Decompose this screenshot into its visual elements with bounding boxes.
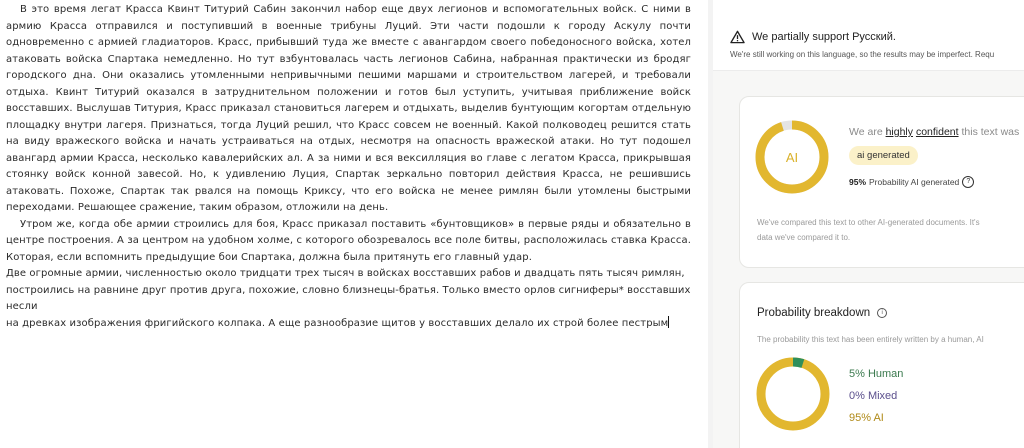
donut-label: AI bbox=[785, 149, 799, 165]
comparison-note bbox=[757, 215, 980, 245]
legend-mixed: 0% Mixed bbox=[849, 390, 898, 402]
breakdown-legend bbox=[849, 363, 903, 429]
legend-ai: 95% AI bbox=[849, 412, 884, 424]
notice-title: We partially support Русский. bbox=[752, 31, 896, 43]
probability-line bbox=[849, 176, 974, 188]
notice-subtitle: We're still working on this language, so the results may be imperfect. Requ bbox=[730, 50, 995, 59]
legend-human: 5% Human bbox=[849, 368, 904, 380]
help-icon[interactable]: ? bbox=[962, 176, 974, 188]
breakdown-title-row bbox=[757, 307, 887, 319]
info-icon[interactable]: i bbox=[877, 308, 887, 318]
paragraph-line-text: на древках изображения фригийского колпака. А еще разнообразие щитов у восставших делало их строй более пестрым bbox=[6, 317, 669, 329]
verdict-highly-link[interactable]: highly bbox=[885, 126, 914, 138]
breakdown-donut bbox=[755, 356, 831, 432]
probability-breakdown-card bbox=[739, 282, 1024, 448]
donut-ai-arc bbox=[761, 362, 825, 426]
paragraph-line bbox=[6, 316, 691, 333]
probability-value: 95% bbox=[849, 177, 867, 187]
detection-panel bbox=[713, 0, 1024, 448]
probability-text: Probability AI generated bbox=[869, 177, 960, 187]
result-card bbox=[739, 96, 1024, 268]
breakdown-title: Probability breakdown bbox=[757, 307, 871, 319]
verdict-confident-link[interactable]: confident bbox=[915, 126, 959, 138]
paragraph-line: Две огромные армии, численностью около тридцати трех тысяч в войсках восставших рабов и двадцать пять тысяч римлян, bbox=[6, 268, 685, 279]
warning-icon bbox=[730, 30, 745, 44]
paragraph: Утром же, когда обе армии строились для боя, Красс приказал поставить «бунтовщиков» в первые ряды и обязательно в центре построения. А за центром на удобном холме, с которого обозревалось все поле битвы, расположилась ставка Красса. Которая, если вспомнить предыдущие бои Спартака, должна была притянуть его главный удар. bbox=[6, 218, 691, 263]
verdict-text bbox=[849, 126, 1019, 138]
paragraph-line: построились на равнине друг против друга, похожие, словно близнецы-братья. Только вместо орлов сигниферы* восставших несли bbox=[6, 284, 691, 312]
comparison-line: We've compared this text to other AI-generated documents. It's bbox=[757, 218, 980, 227]
ai-generated-badge: ai generated bbox=[849, 146, 918, 165]
verdict-prefix: We are bbox=[849, 126, 886, 138]
paragraph: В это время легат Красса Квинт Титурий Сабин закончил набор еще двух легионов и вспомогательных войск. С ними в армию Красса отправился и поступивший в военные трибуны Луций. Эти части подошли к городу Аскулу почти одновременно с армией гладиаторов. Красс, прибывший туда же вместе с авангардом своего победоносного войска, хотел атаковать войска Спартака немедленно. Но тут взбунтовалась часть легионов Сабина, набранная практически из бродяг городского дна. Они оказались утомленными непривычными пешими маршами и строительством лагерей, и требовали отдыха. Квинт Титурий оказался в затруднительном положении и готов был уступить, учитывая приближение войск восставших. Выслушав Титурия, Красс приказал становиться лагерем и отдыхать, выделив бунтующим когортам отдельную площадку внутри лагеря. Признаться, тогда Луций решил, что Красс совсем не военный. Какой полководец решится стать на виду вражеского войска и начать устраиваться на отдых, несмотря на опасность вражеской атаки. Но тут подошел авангард армии Красса, несколько кавалерийских ал. А за ними и вся вексилляция во главе с легатом Красса, прикрывшая стоянку войск конной завесой. Но, к удивлению Луция, Спартак зеркально повторил действия Красса, не решившись атаковать. Похоже, Спартак так рвался на помощь Криксу, что его войска не менее римлян были утомлены быстрыми переходами. Решающее сражение, таким образом, отложили на день. bbox=[6, 4, 691, 213]
verdict-suffix: this text was bbox=[958, 126, 1020, 138]
language-notice bbox=[713, 0, 1024, 71]
text-cursor bbox=[668, 316, 669, 328]
breakdown-description: The probability this text has been entirely written by a human, AI bbox=[757, 335, 984, 344]
comparison-line: data we've compared it to. bbox=[757, 233, 851, 242]
